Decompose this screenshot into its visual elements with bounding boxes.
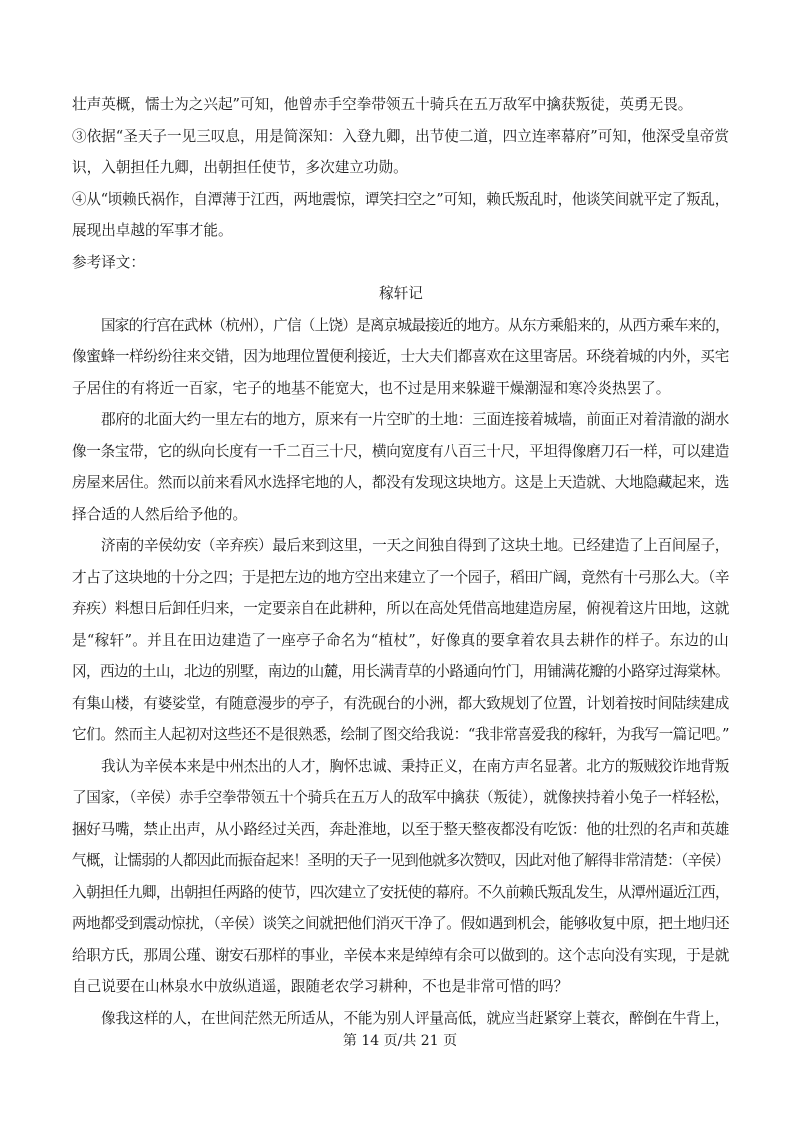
text-line: 它们。然而主人起初对这些还不是很熟悉，绘制了图交给我说：“我非常喜爱我的稼轩，为我写一篇记吧。” — [72, 726, 729, 743]
text-line: 有集山楼，有婆娑堂，有随意漫步的亭子，有洗砚台的小洲，都大致规划了位置，计划着按时间陆续建成 — [72, 694, 729, 712]
text-line: 郡府的北面大约一里左右的地方，原来有一片空旷的土地：三面连接着城墙，前面正对着清澈的湖水 — [101, 411, 729, 428]
text-line: 两地都受到震动惊扰，（辛侯）谈笑之间就把他们消灭干净了。假如遇到机会，能够收复中原，把土地归还 — [72, 915, 729, 932]
text-line: 房屋来居住。然而以前来看风水选择宅地的人，都没有发现这块地方。这是上天造就、大地隐藏起来，选 — [72, 474, 729, 491]
text-line: 才占了这块地的十分之四；于是把左边的地方空出来建立了一个园子，稻田广阔，竟然有十弓那么大。（辛 — [72, 568, 729, 586]
section-title: 稼轩记 — [379, 285, 423, 302]
text-line: ④从“顷赖氏祸作，自潭薄于江西，两地震惊，谭笑扫空之”可知，赖氏叛乱时，他谈笑间就平定了叛乱， — [72, 190, 729, 208]
text-line: 入朝担任九卿，出朝担任两路的使节，四次建立了安抚使的幕府。不久前赖氏叛乱发生，从潭州逼近江西， — [72, 883, 729, 901]
document-body — [72, 93, 730, 1038]
text-line: 弃疾）料想日后卸任归来，一定要亲自在此耕种，所以在高处凭借高地建造房屋，俯视着这片田地，这就 — [72, 600, 729, 617]
text-line: 自己说要在山林泉水中放纵逍遥，跟随老农学习耕种，不也是非常可惜的吗？ — [72, 978, 569, 995]
text-line: 我认为辛侯本来是中州杰出的人才，胸怀忠诚、秉持正义，在南方声名显著。北方的叛贼狡诈地背叛 — [101, 757, 729, 775]
text-line: 像我这样的人，在世间茫然无所适从，不能为别人评量高低，就应当赶紧穿上蓑衣，醉倒在牛背上， — [101, 1009, 729, 1027]
text-line: 是“稼轩”。并且在田边建造了一座亭子命名为“植杖”，好像真的要拿着农具去耕作的样子。东边的山 — [72, 631, 729, 649]
text-line: 展现出卓越的军事才能。 — [72, 222, 233, 239]
text-line: 参考译文： — [72, 253, 145, 271]
text-line: 给职方氏，那周公瑾、谢安石那样的事业，辛侯本来是绰绰有余可以做到的。这个志向没有实现，于是就 — [72, 946, 729, 964]
page-number: 第 14 页/共 21 页 — [342, 1033, 458, 1049]
text-line: 识，入朝担任九卿，出朝担任使节，多次建立功勋。 — [72, 159, 408, 176]
text-line: 像一条宝带，它的纵向长度有一千二百三十尺，横向宽度有八百三十尺，平坦得像磨刀石一样，可以建造 — [72, 442, 729, 460]
text-line: 壮声英概，懦士为之兴起”可知，他曾赤手空拳带领五十骑兵在五万敌军中擒获叛徒，英勇无畏。 — [72, 96, 693, 113]
text-line: 子居住的有将近一百家，宅子的地基不能宽大，也不过是用来躲避干燥潮湿和寒冷炎热罢了。 — [72, 379, 671, 397]
text-line: 了国家，（辛侯）赤手空拳带领五十个骑兵在五万人的敌军中擒获（叛徒），就像挟持着小兔子一样轻松， — [72, 789, 729, 806]
text-line: 冈，西边的土山，北边的别墅，南边的山麓，用长满青草的小路通向竹门，用铺满花瓣的小路穿过海棠林。 — [72, 663, 729, 680]
text-line: ③依据“圣天子一见三叹息，用是简深知：入登九卿，出节使二道，四立连率幕府”可知，他深受皇帝赏 — [72, 127, 729, 145]
text-line: 气概，让懦弱的人都因此而振奋起来！圣明的天子一见到他就多次赞叹，因此对他了解得非常清楚：（辛侯） — [72, 852, 729, 869]
text-line: 济南的辛侯幼安（辛弃疾）最后来到这里，一天之间独自得到了这块土地。已经建造了上百间屋子， — [101, 537, 729, 554]
text-line: 国家的行宫在武林（杭州），广信（上饶）是离京城最接近的地方。从东方乘船来的，从西方乘车来的， — [101, 316, 729, 334]
text-line: 捆好马嘴，禁止出声，从小路经过关西，奔赴淮地，以至于整天整夜都没有吃饭：他的壮烈的名声和英雄 — [72, 820, 729, 838]
text-line: 择合适的人然后给予他的。 — [72, 505, 248, 523]
text-line: 像蜜蜂一样纷纷往来交错，因为地理位置便利接近，士大夫们都喜欢在这里寄居。环绕着城的内外，买宅 — [72, 348, 729, 365]
